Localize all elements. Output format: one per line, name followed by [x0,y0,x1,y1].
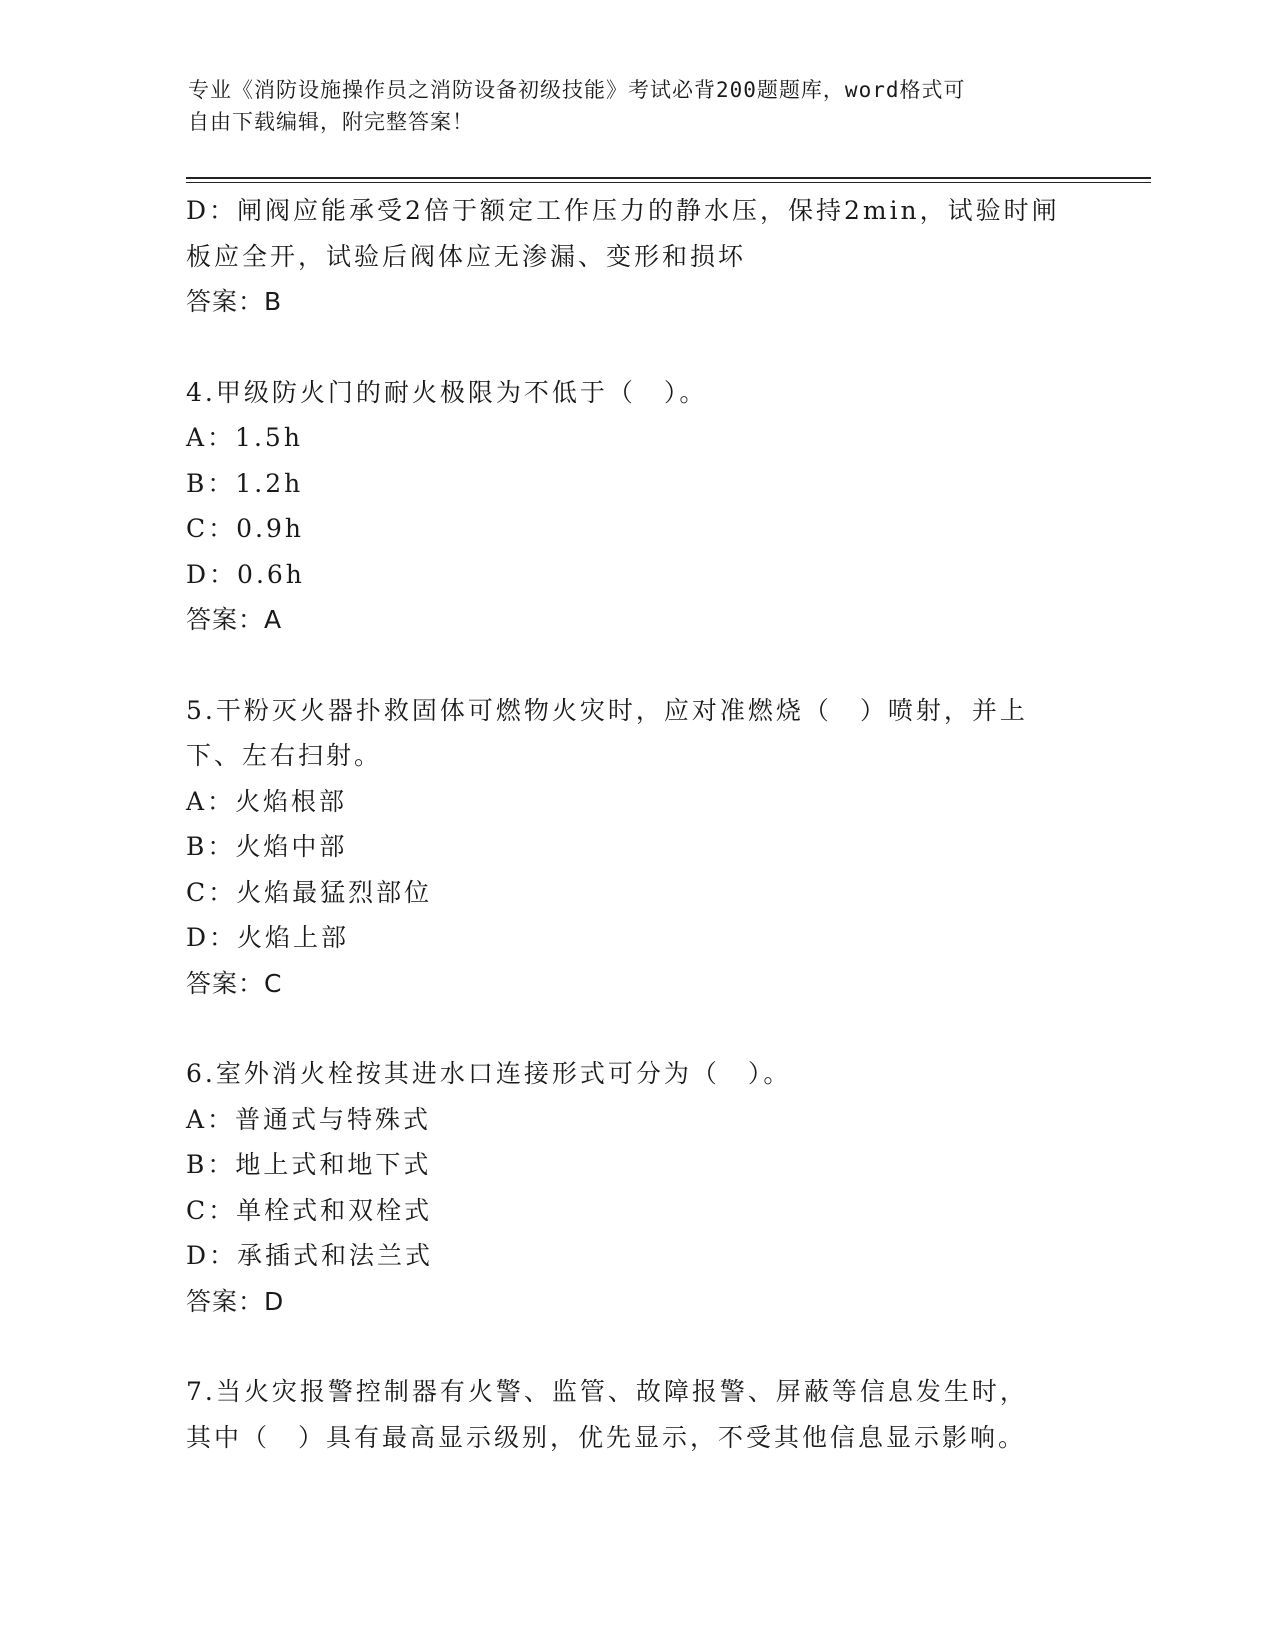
question-stem: 7.当火灾报警控制器有火警、监管、故障报警、屏蔽等信息发生时， [186,1377,1028,1406]
option-c: C：火焰最猛烈部位 [186,877,433,907]
question-stem: 4.甲级防火门的耐火极限为不低于（ ）。 [186,377,708,407]
question-3-tail [186,188,1086,325]
header-line-1: 专业《消防设施操作员之消防设备初级技能》考试必背200题题库，word格式可 [188,78,966,102]
option-d: D：火焰上部 [186,923,350,952]
answer-label: 答案：D [186,1286,285,1316]
option-b: B：火焰中部 [186,832,348,861]
header-divider-thin [186,182,1151,183]
question-4 [186,370,1086,643]
document-header [188,74,1088,138]
question-7 [186,1369,1086,1460]
option-c: C：0.9h [186,514,304,543]
option-a: A：1.5h [186,423,303,452]
question-stem-continued: 其中（ ）具有最高显示级别，优先显示，不受其他信息显示影响。 [186,1422,1027,1452]
question-5 [186,688,1086,1007]
option-d: D：闸阀应能承受2倍于额定工作压力的静水压，保持2min，试验时闸 [186,196,1060,225]
question-6 [186,1051,1086,1324]
answer-label: 答案：C [186,968,283,998]
question-stem-continued: 下、左右扫射。 [186,741,383,770]
answer-label: 答案：B [186,287,283,316]
option-d-continued: 板应全开，试验后阀体应无渗漏、变形和损坏 [186,241,747,271]
option-a: A：火焰根部 [186,786,348,816]
option-b: B：1.2h [186,468,304,498]
option-d: D：0.6h [186,559,305,589]
question-stem: 5.干粉灭火器扑救固体可燃物火灾时，应对准燃烧（ ）喷射，并上 [186,695,1028,725]
option-c: C：单栓式和双栓式 [186,1195,433,1225]
option-b: B：地上式和地下式 [186,1150,432,1179]
option-d: D：承插式和法兰式 [186,1241,434,1270]
header-line-2: 自由下载编辑，附完整答案！ [188,110,474,134]
option-a: A：普通式与特殊式 [186,1104,432,1134]
question-list [186,188,1086,1460]
question-stem: 6.室外消火栓按其进水口连接形式可分为（ ）。 [186,1059,792,1088]
answer-label: 答案：A [186,605,283,634]
header-divider-thick [186,177,1151,179]
